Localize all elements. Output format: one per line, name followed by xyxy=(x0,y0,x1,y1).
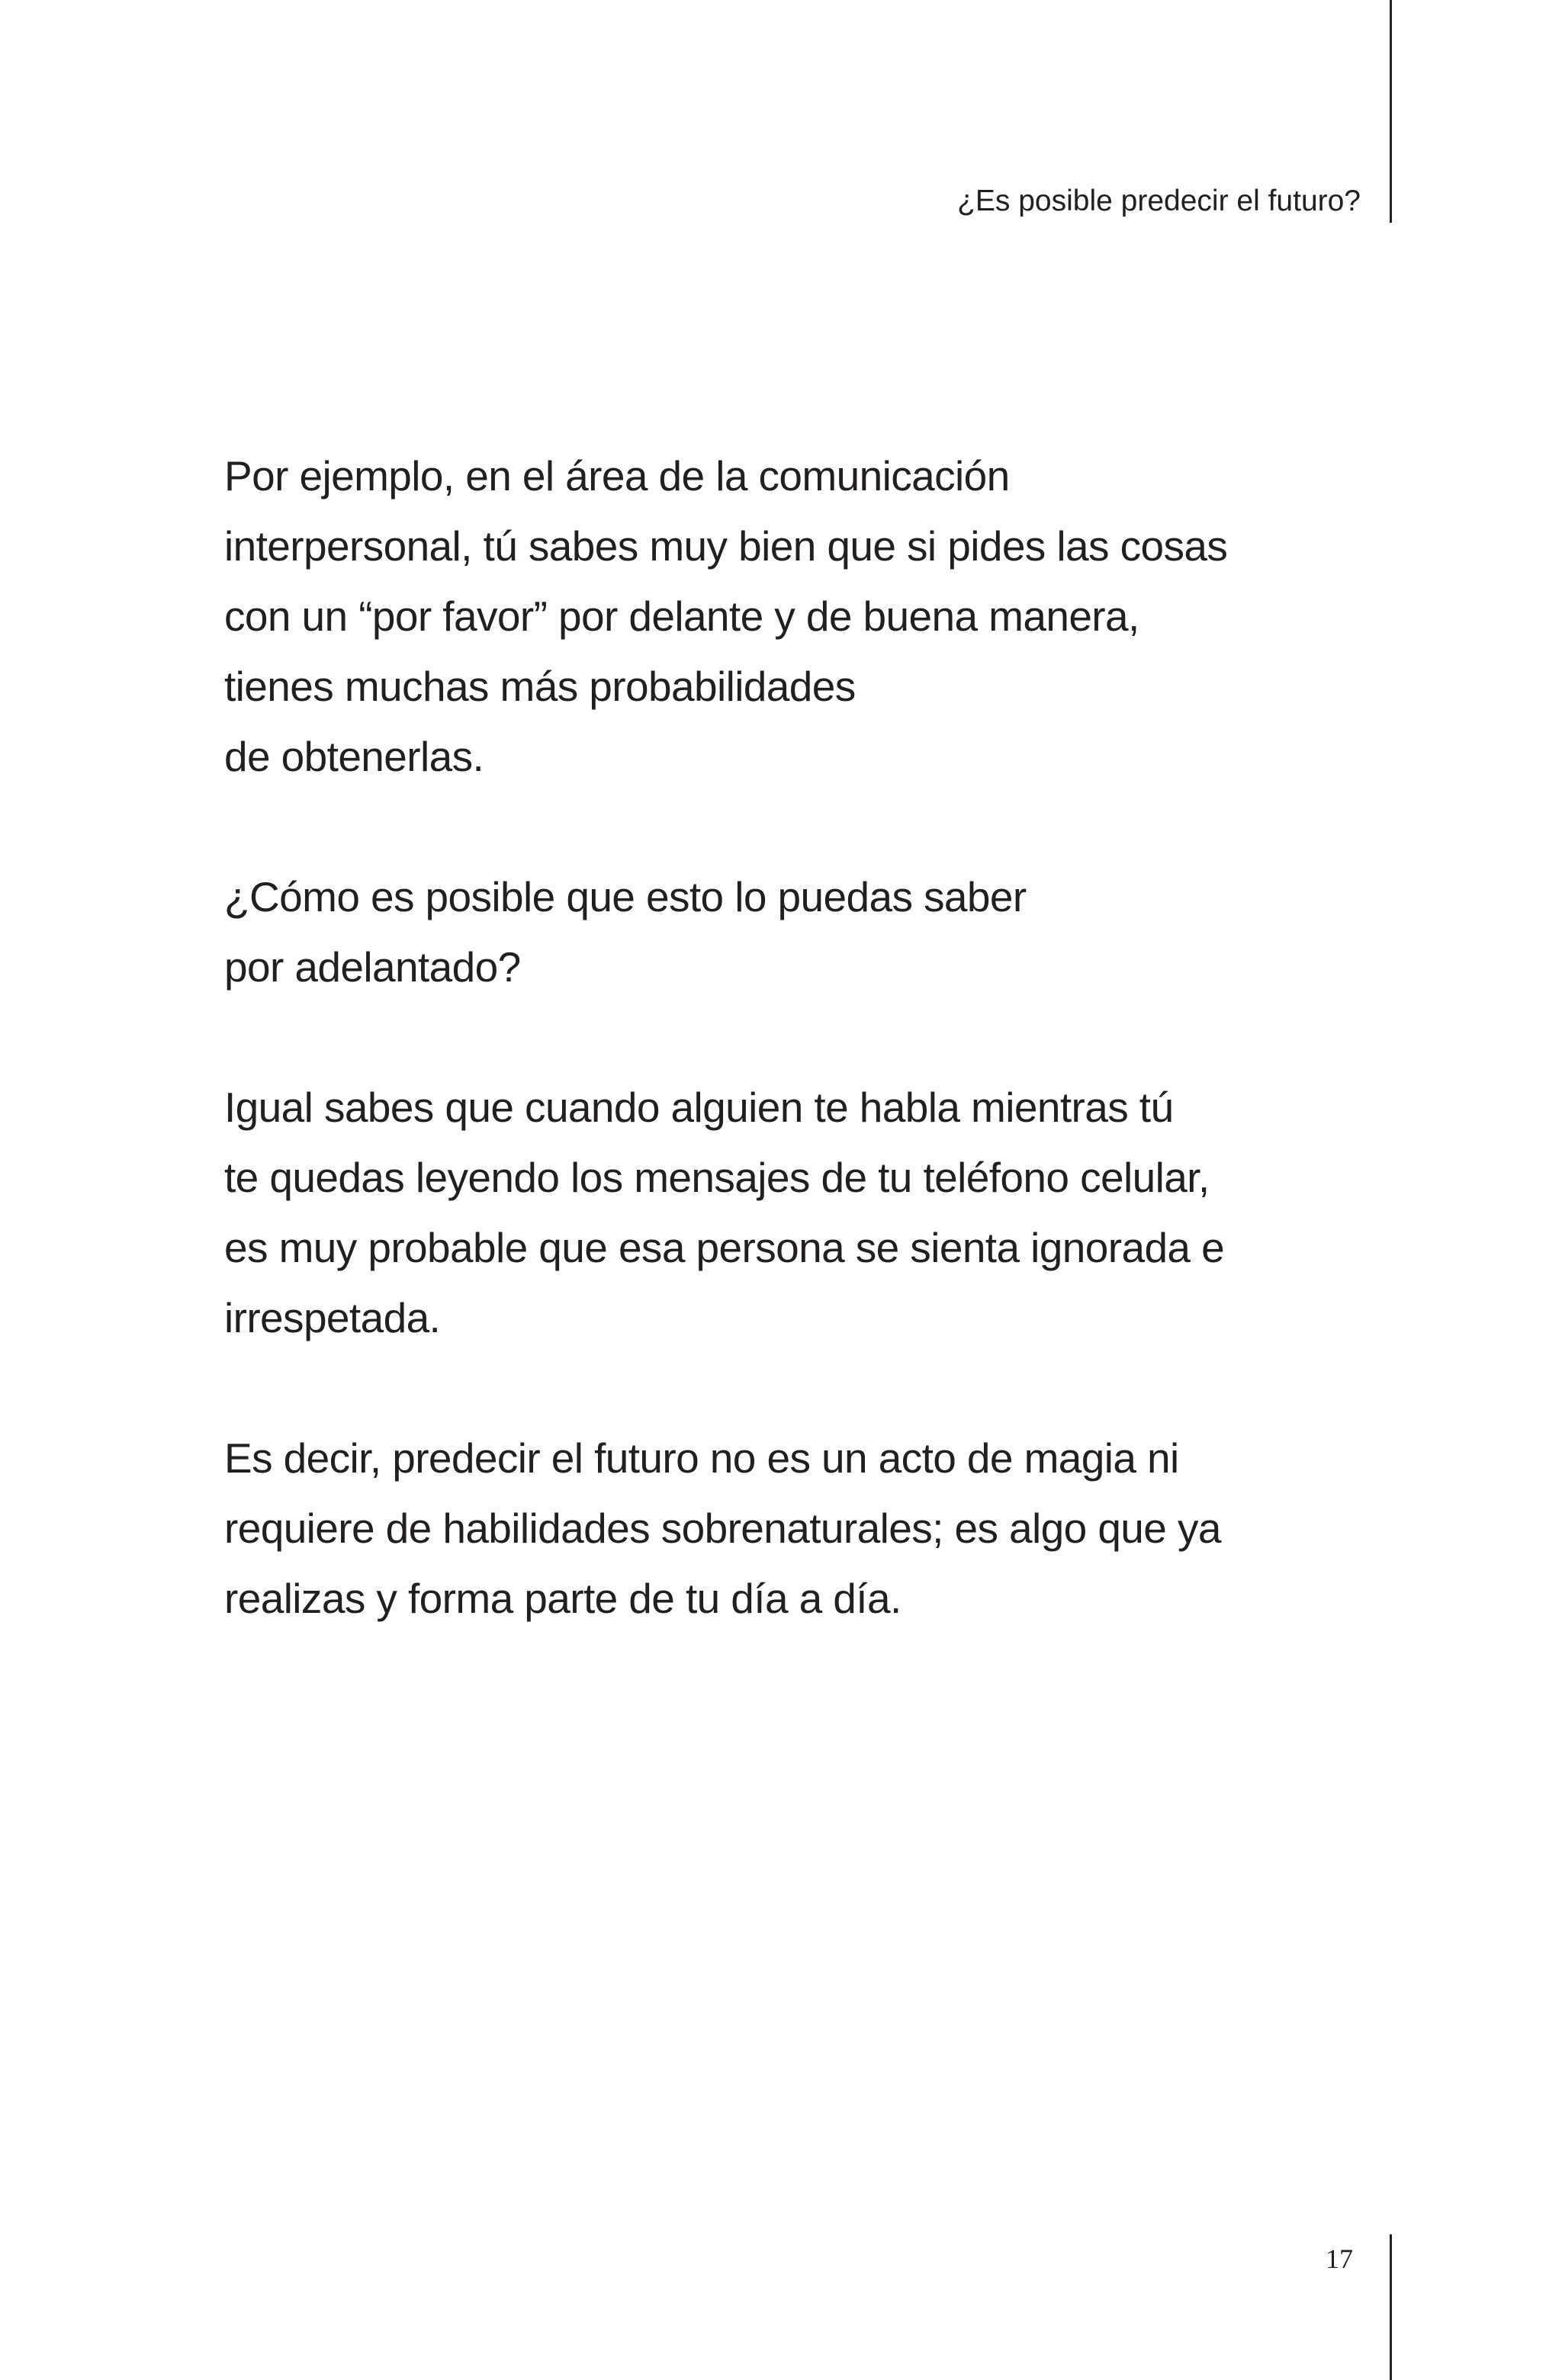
running-header: ¿Es posible predecir el futuro? xyxy=(957,185,1361,217)
text-line: requiere de habilidades sobrenaturales; es algo que ya xyxy=(224,1505,1221,1552)
bottom-margin-rule xyxy=(1390,2234,1392,2380)
text-line: ¿Cómo es posible que esto lo puedas saber xyxy=(224,873,1027,920)
text-line: Igual sabes que cuando alguien te habla mientras tú xyxy=(224,1084,1174,1131)
text-line: de obtenerlas. xyxy=(224,733,484,780)
text-line: te quedas leyendo los mensajes de tu teléfono celular, xyxy=(224,1154,1210,1201)
text-line: Es decir, predecir el futuro no es un acto de magia ni xyxy=(224,1434,1179,1482)
text-line: interpersonal, tú sabes muy bien que si pides las cosas xyxy=(224,522,1228,570)
paragraph xyxy=(224,441,1368,792)
paragraph xyxy=(224,862,1368,1002)
text-line: con un “por favor” por delante y de buena manera, xyxy=(224,593,1139,640)
text-line: es muy probable que esa persona se sienta ignorada e xyxy=(224,1224,1225,1271)
text-line: irrespetada. xyxy=(224,1294,441,1341)
text-line: por adelantado? xyxy=(224,943,521,991)
paragraph xyxy=(224,1423,1368,1633)
paragraph xyxy=(224,1072,1368,1353)
page-number: 17 xyxy=(1326,2243,1353,2274)
body-text xyxy=(224,441,1368,1704)
text-line: realizas y forma parte de tu día a día. xyxy=(224,1575,902,1622)
text-line: Por ejemplo, en el área de la comunicación xyxy=(224,452,1010,499)
top-margin-rule xyxy=(1390,0,1392,223)
text-line: tienes muchas más probabilidades xyxy=(224,663,856,710)
